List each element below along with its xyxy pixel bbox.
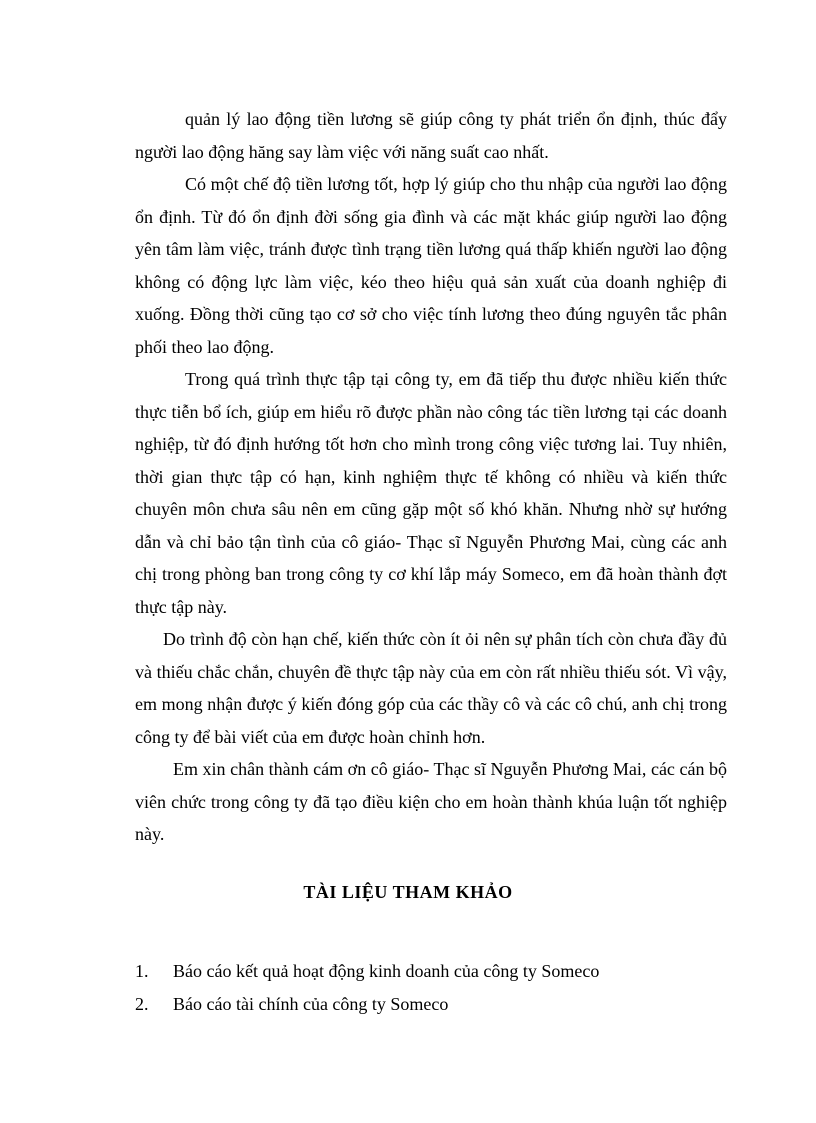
paragraph-1: quản lý lao động tiền lương sẽ giúp công ty phát triển ổn định, thúc đẩy người lao động hăng say làm việc với năng suất cao nhất. <box>135 109 727 162</box>
paragraph-2: Có một chế độ tiền lương tốt, hợp lý giúp cho thu nhập của người lao động ổn định. Từ đó ổn định đời sống gia đình và các mặt khác giúp người lao động yên tâm làm việc, tránh được tình trạng tiền lương quá thấp khiến người lao động không có động lực làm việc, kéo theo hiệu quả sản xuất của doanh nghiệp đi xuống. Đồng thời cũng tạo cơ sở cho việc tính lương theo đúng nguyên tắc phân phối theo lao động. <box>135 174 727 357</box>
reference-number: 2. <box>135 993 149 1014</box>
reference-item <box>135 988 727 1021</box>
references-list <box>135 955 727 1020</box>
reference-text: Báo cáo kết quả hoạt động kinh doanh của công ty Someco <box>173 961 600 981</box>
body-text <box>135 103 727 851</box>
references-title: TÀI LIỆU THAM KHẢO <box>303 882 513 902</box>
reference-number: 1. <box>135 961 149 981</box>
reference-item <box>135 955 727 988</box>
reference-text: Báo cáo tài chính của công ty Someco <box>173 993 449 1014</box>
paragraph-4: Do trình độ còn hạn chế, kiến thức còn ít ỏi nên sự phân tích còn chưa đầy đủ và thiếu chắc chắn, chuyên đề thực tập này của em còn rất nhiều thiếu sót. Vì vậy, em mong nhận được ý kiến đóng góp của các thầy cô và các cô chú, anh chị trong công ty để bài viết của em được hoàn chỉnh hơn. <box>135 629 727 747</box>
paragraph-3: Trong quá trình thực tập tại công ty, em đã tiếp thu được nhiều kiến thức thực tiễn bổ ích, giúp em hiểu rõ được phần nào công tác tiền lương tại các doanh nghiệp, từ đó định hướng tốt hơn cho mình trong công việc tương lai. Tuy nhiên, thời gian thực tập có hạn, kinh nghiệm thực tế không có nhiều và kiến thức chuyên môn chưa sâu nên em cũng gặp một số khó khăn. Nhưng nhờ sự hướng dẫn và chỉ bảo tận tình của cô giáo- Thạc sĩ Nguyễn Phương Mai, cùng các anh chị trong phòng ban trong công ty cơ khí lắp máy Someco, em đã hoàn thành đợt thực tập này. <box>135 369 727 617</box>
paragraph-5: Em xin chân thành cám ơn cô giáo- Thạc sĩ Nguyễn Phương Mai, các cán bộ viên chức trong công ty đã tạo điều kiện cho em hoàn thành khúa luận tốt nghiệp này. <box>135 759 727 844</box>
